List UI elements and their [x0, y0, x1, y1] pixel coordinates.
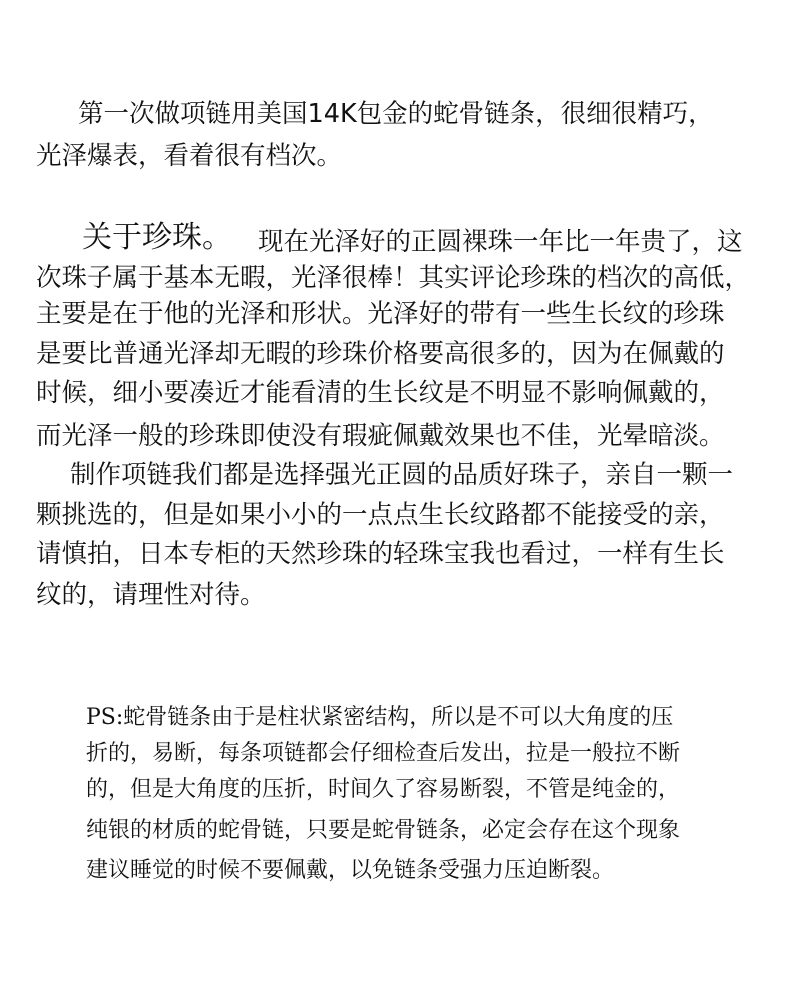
text-line: 纹的，请理性对待。 [36, 580, 266, 610]
text-line: 折的，易断，每条项链都会仔细检查后发出，拉是一般拉不断 [86, 741, 681, 766]
text-line: 而光泽一般的珍珠即使没有瑕疵佩戴效果也不佳，光晕暗淡。 [36, 421, 725, 451]
text-line: 纯银的材质的蛇骨链，只要是蛇骨链条，必定会存在这个现象 [86, 818, 681, 843]
text-line: 第一次做项链用美国14K包金的蛇骨链条，很细很精巧， [78, 99, 714, 129]
text-line: 请慎拍，日本专柜的天然珍珠的轻珠宝我也看过，一样有生长 [36, 539, 725, 569]
text-line: 主要是在于他的光泽和形状。光泽好的带有一些生长纹的珍珠 [36, 299, 725, 329]
text-line: 次珠子属于基本无暇，光泽很棒！其实评论珍珠的档次的高低， [36, 263, 751, 293]
text-line: 制作项链我们都是选择强光正圆的品质好珠子，亲自一颗一 [70, 460, 734, 490]
text-line: 现在光泽好的正圆裸珠一年比一年贵了，这 [258, 227, 743, 257]
text-line: PS:蛇骨链条由于是柱状紧密结构，所以是不可以大角度的压 [86, 705, 674, 730]
text-line: 光泽爆表，看着很有档次。 [36, 141, 343, 171]
text-line: 的，但是大角度的压折，时间久了容易断裂，不管是纯金的， [86, 777, 681, 802]
text-line: 建议睡觉的时候不要佩戴，以免链条受强力压迫断裂。 [86, 858, 615, 883]
text-line: 时候，细小要凑近才能看清的生长纹是不明显不影响佩戴的， [36, 378, 725, 408]
section-heading: 关于珍珠。 [82, 220, 232, 255]
text-line: 是要比普通光泽却无暇的珍珠价格要高很多的，因为在佩戴的 [36, 339, 725, 369]
text-line: 颗挑选的，但是如果小小的一点点生长纹路都不能接受的亲， [36, 500, 725, 530]
